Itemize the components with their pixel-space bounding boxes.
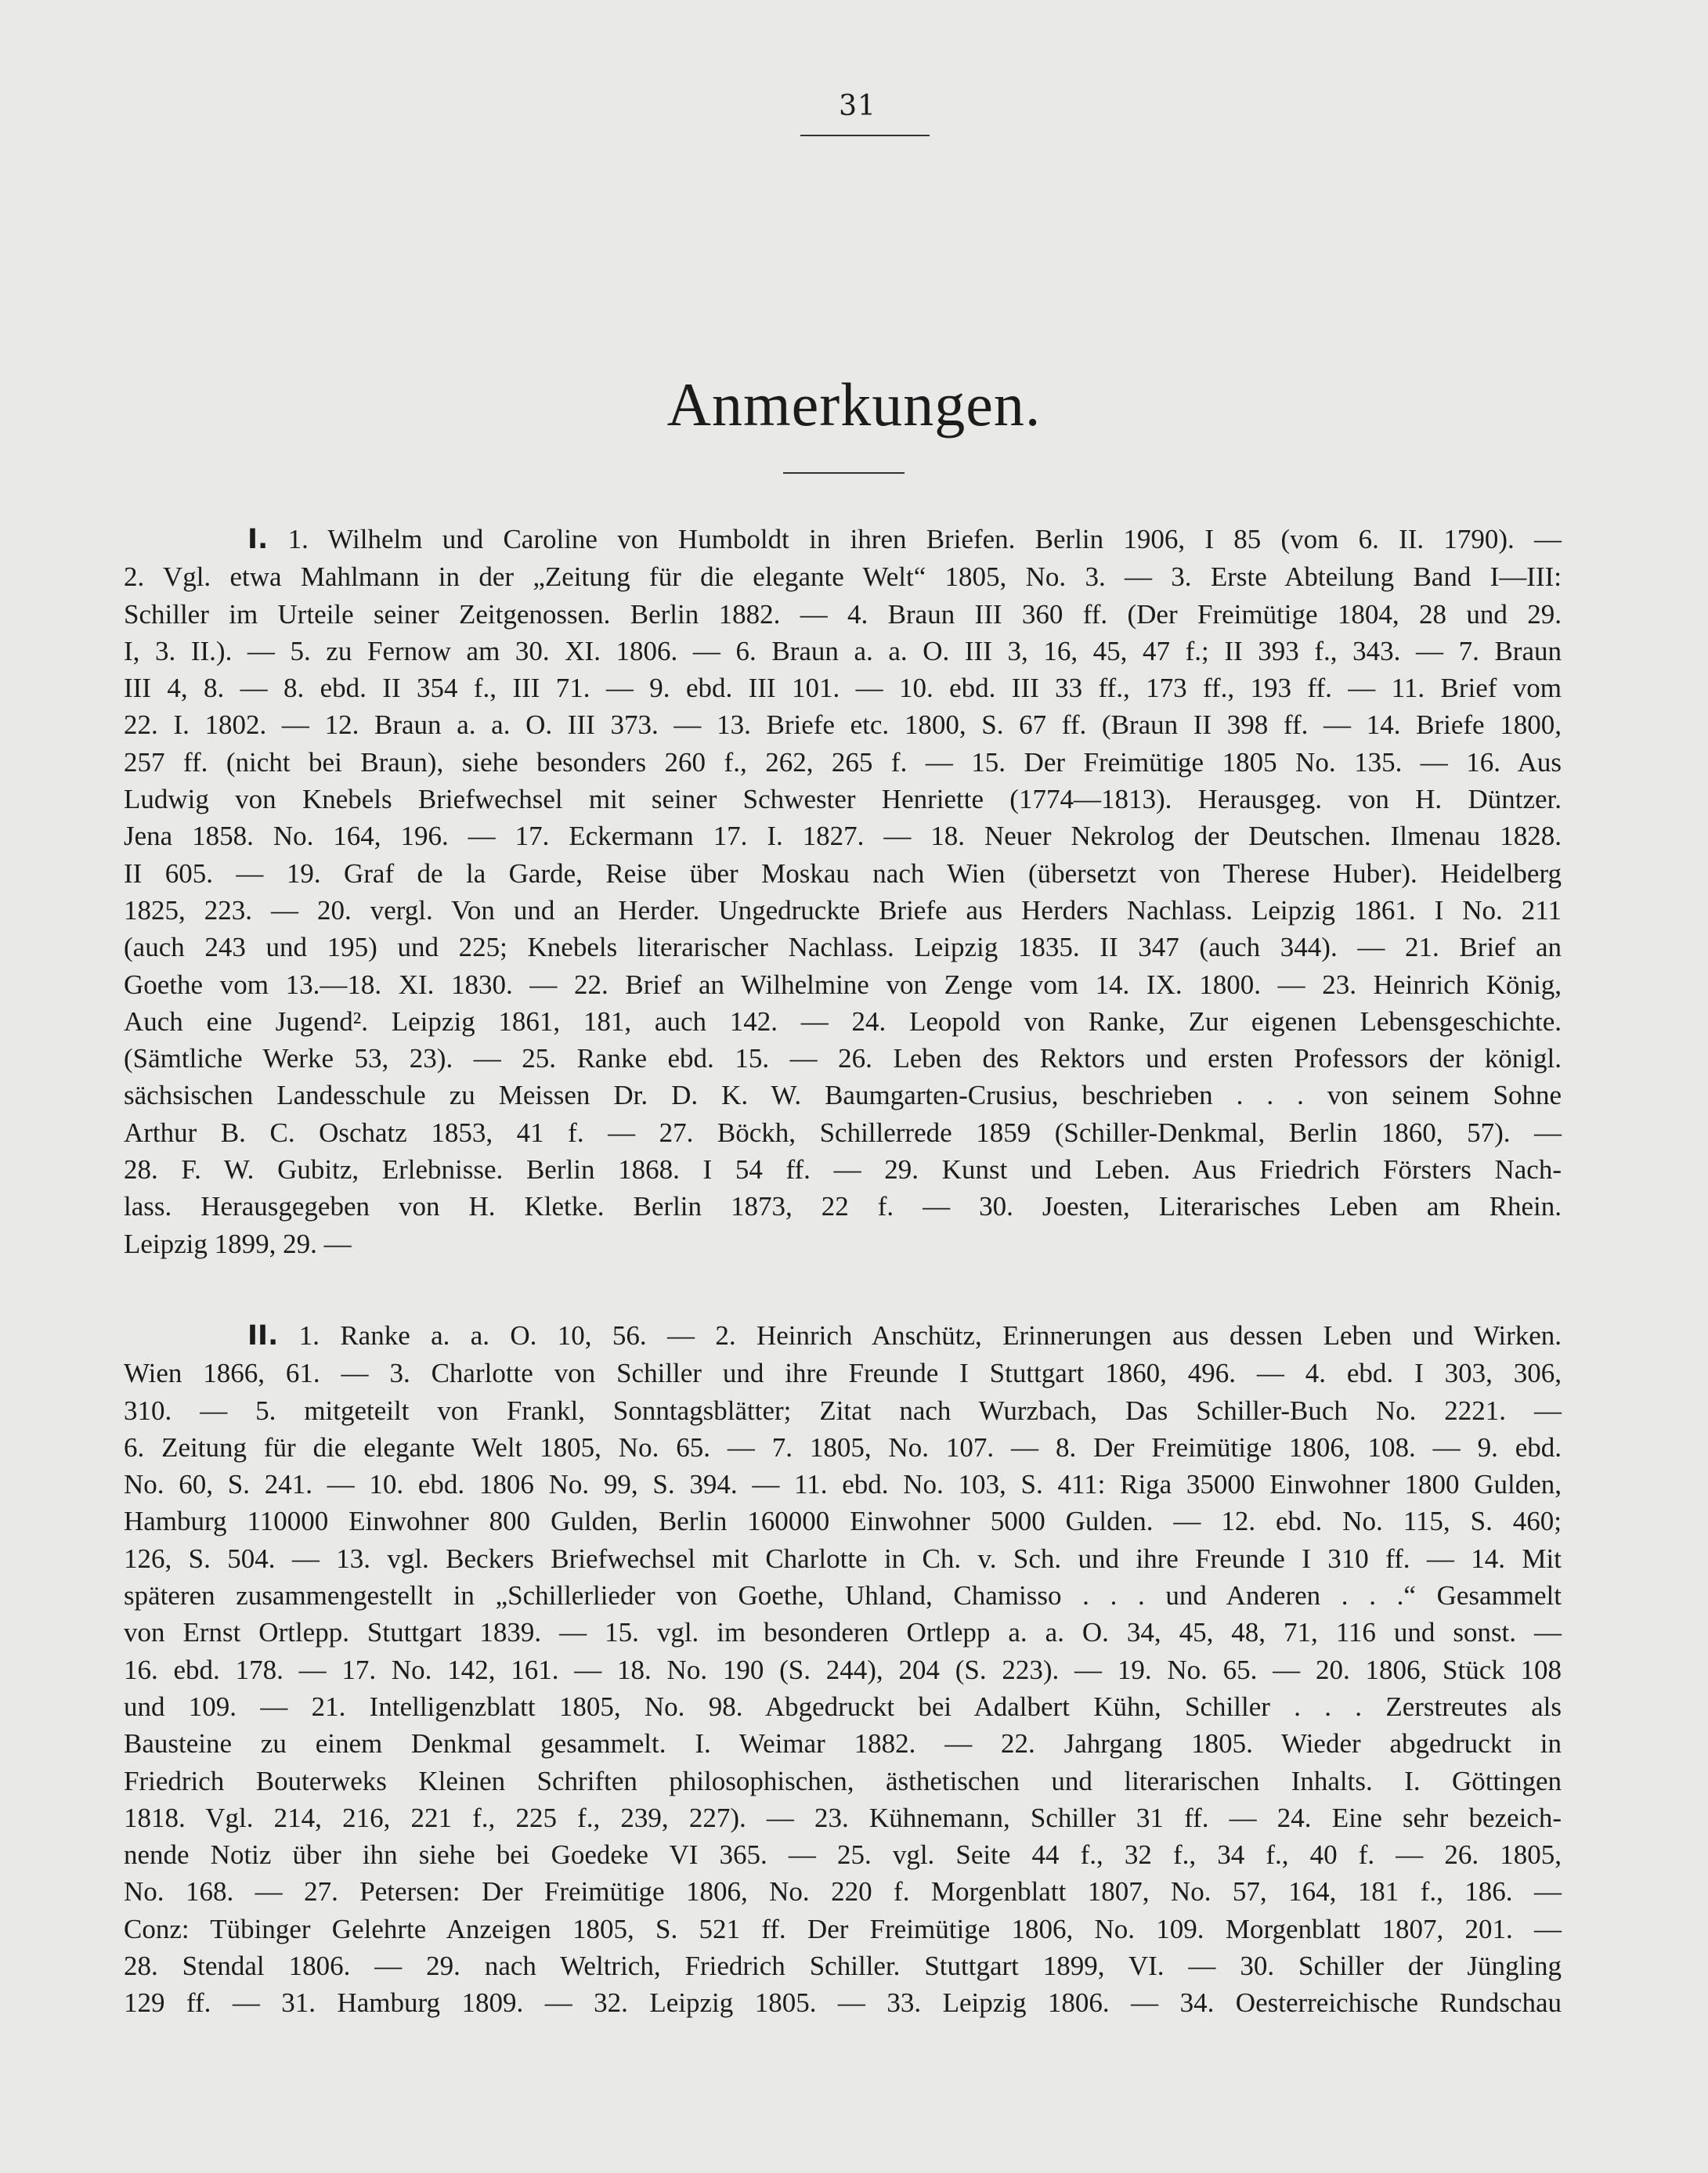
section-numeral: II.: [247, 1320, 279, 1352]
title-rule: [783, 472, 905, 474]
section-numeral: I.: [247, 524, 269, 555]
note-line: No. 60, S. 241. — 10. ebd. 1806 No. 99, S. 394. — 11. ebd. No. 103, S. 411: Riga 35000 Einwohner 1800 Gulden,: [124, 1469, 1562, 1500]
note-line: Friedrich Bouterweks Kleinen Schriften philosophischen, ästhetischen und literarischen Inhalts. I. Göttingen: [124, 1765, 1562, 1796]
note-line: 310. — 5. mitgeteilt von Frankl, Sonntagsblätter; Zitat nach Wurzbach, Das Schiller-Buch No. 2221. —: [124, 1395, 1562, 1426]
page-number: 31: [839, 90, 876, 122]
note-line: Ludwig von Knebels Briefwechsel mit seiner Schwester Henriette (1774—1813). Herausgeg. von H. Düntzer.: [124, 784, 1562, 815]
note-line: (auch 243 und 195) und 225; Knebels literarischer Nachlass. Leipzig 1835. II 347 (auch 344). — 21. Brief an: [124, 932, 1562, 963]
notes-section-1: [124, 521, 1562, 1262]
note-line: I, 3. II.). — 5. zu Fernow am 30. XI. 1806. — 6. Braun a. a. O. III 3, 16, 45, 47 f.; II 393 f., 343. — 7. Braun: [124, 635, 1562, 666]
note-line: Auch eine Jugend². Leipzig 1861, 181, auch 142. — 24. Leopold von Ranke, Zur eigenen Lebensgeschichte.: [124, 1005, 1562, 1037]
note-line: 129 ff. — 31. Hamburg 1809. — 32. Leipzig 1805. — 33. Leipzig 1806. — 34. Oesterreichische Rundschau: [124, 1987, 1562, 2019]
note-line: Goethe vom 13.—18. XI. 1830. — 22. Brief an Wilhelmine von Zenge vom 14. IX. 1800. — 23. Heinrich König,: [124, 969, 1562, 1000]
note-line: Bausteine zu einem Denkmal gesammelt. I. Weimar 1882. — 22. Jahrgang 1805. Wieder abgedruckt in: [124, 1728, 1562, 1760]
note-line: III 4, 8. — 8. ebd. II 354 f., III 71. — 9. ebd. III 101. — 10. ebd. III 33 ff., 173 ff., 193 ff. — 11. Brief vom: [124, 673, 1562, 704]
notes-section-2: [124, 1317, 1562, 2022]
note-line: von Ernst Ortlepp. Stuttgart 1839. — 15. vgl. im besonderen Ortlepp a. a. O. 34, 45, 48, 71, 116 und sonst. —: [124, 1617, 1562, 1648]
note-line: II. 1. Ranke a. a. O. 10, 56. — 2. Heinrich Anschütz, Erinnerungen aus dessen Leben und Wirken.: [247, 1320, 1562, 1352]
note-line: 22. I. 1802. — 12. Braun a. a. O. III 373. — 13. Briefe etc. 1800, S. 67 ff. (Braun II 398 ff. — 14. Briefe 1800,: [124, 709, 1562, 741]
note-line: Hamburg 110000 Einwohner 800 Gulden, Berlin 160000 Einwohner 5000 Gulden. — 12. ebd. No. 115, S. 460;: [124, 1506, 1562, 1537]
note-line: 1818. Vgl. 214, 216, 221 f., 225 f., 239, 227). — 23. Kühnemann, Schiller 31 ff. — 24. Eine sehr bezeich-: [124, 1802, 1562, 1833]
note-line: 28. Stendal 1806. — 29. nach Weltrich, Friedrich Schiller. Stuttgart 1899, VI. — 30. Schiller der Jüngling: [124, 1951, 1562, 1982]
note-line: 2. Vgl. etwa Mahlmann in der „Zeitung für die elegante Welt“ 1805, No. 3. — 3. Erste Abteilung Band I—III:: [124, 561, 1562, 593]
note-line: Arthur B. C. Oschatz 1853, 41 f. — 27. Böckh, Schillerrede 1859 (Schiller-Denkmal, Berlin 1860, 57). —: [124, 1117, 1562, 1148]
note-line: Schiller im Urteile seiner Zeitgenossen. Berlin 1882. — 4. Braun III 360 ff. (Der Freimütige 1804, 28 und 29.: [124, 598, 1562, 630]
note-line: 257 ff. (nicht bei Braun), siehe besonders 260 f., 262, 265 f. — 15. Der Freimütige 1805 No. 135. — 16. Aus: [124, 746, 1562, 778]
note-line: 6. Zeitung für die elegante Welt 1805, No. 65. — 7. 1805, No. 107. — 8. Der Freimütige 1806, 108. — 9. ebd.: [124, 1431, 1562, 1463]
note-line: sächsischen Landesschule zu Meissen Dr. D. K. W. Baumgarten-Crusius, beschrieben . . . von seinem Sohne: [124, 1080, 1562, 1111]
note-line: Jena 1858. No. 164, 196. — 17. Eckermann 17. I. 1827. — 18. Neuer Nekrolog der Deutschen. Ilmenau 1828.: [124, 821, 1562, 852]
note-line: lass. Herausgegeben von H. Kletke. Berlin 1873, 22 f. — 30. Joesten, Literarisches Leben am Rhein.: [124, 1191, 1562, 1222]
note-line: Conz: Tübinger Gelehrte Anzeigen 1805, S. 521 ff. Der Freimütige 1806, No. 109. Morgenblatt 1807, 201. —: [124, 1913, 1562, 1944]
page-title: Anmerkungen.: [666, 370, 1042, 439]
note-line: No. 168. — 27. Petersen: Der Freimütige 1806, No. 220 f. Morgenblatt 1807, No. 57, 164, 181 f., 186. —: [124, 1876, 1562, 1908]
note-line: 16. ebd. 178. — 17. No. 142, 161. — 18. No. 190 (S. 244), 204 (S. 223). — 19. No. 65. — 20. 1806, Stück 108: [124, 1654, 1562, 1685]
note-line: Wien 1866, 61. — 3. Charlotte von Schiller und ihre Freunde I Stuttgart 1860, 496. — 4. ebd. I 303, 306,: [124, 1358, 1562, 1389]
note-line: Leipzig 1899, 29. —: [124, 1228, 352, 1259]
note-line: und 109. — 21. Intelligenzblatt 1805, No. 98. Abgedruckt bei Adalbert Kühn, Schiller . . . Zerstreutes als: [124, 1691, 1562, 1722]
note-line: II 605. — 19. Graf de la Garde, Reise über Moskau nach Wien (übersetzt von Therese Huber). Heidelberg: [124, 857, 1562, 889]
note-line: (Sämtliche Werke 53, 23). — 25. Ranke ebd. 15. — 26. Leben des Rektors und ersten Professors der königl.: [124, 1043, 1562, 1074]
note-line: 28. F. W. Gubitz, Erlebnisse. Berlin 1868. I 54 ff. — 29. Kunst und Leben. Aus Friedrich Försters Nach-: [124, 1154, 1562, 1186]
note-line: späteren zusammengestellt in „Schillerlieder von Goethe, Uhland, Chamisso . . . und Anderen . . .“ Gesammelt: [124, 1580, 1562, 1612]
header-rule: [800, 135, 930, 136]
note-line: nende Notiz über ihn siehe bei Goedeke VI 365. — 25. vgl. Seite 44 f., 32 f., 34 f., 40 f. — 26. 1805,: [124, 1839, 1562, 1871]
note-line: 1825, 223. — 20. vergl. Von und an Herder. Ungedruckte Briefe aus Herders Nachlass. Leipzig 1861. I No. 211: [124, 894, 1562, 926]
note-line: I. 1. Wilhelm und Caroline von Humboldt in ihren Briefen. Berlin 1906, I 85 (vom 6. II. 1790). —: [247, 524, 1562, 555]
note-line: 126, S. 504. — 13. vgl. Beckers Briefwechsel mit Charlotte in Ch. v. Sch. und ihre Freunde I 310 ff. — 14. Mit: [124, 1543, 1562, 1574]
